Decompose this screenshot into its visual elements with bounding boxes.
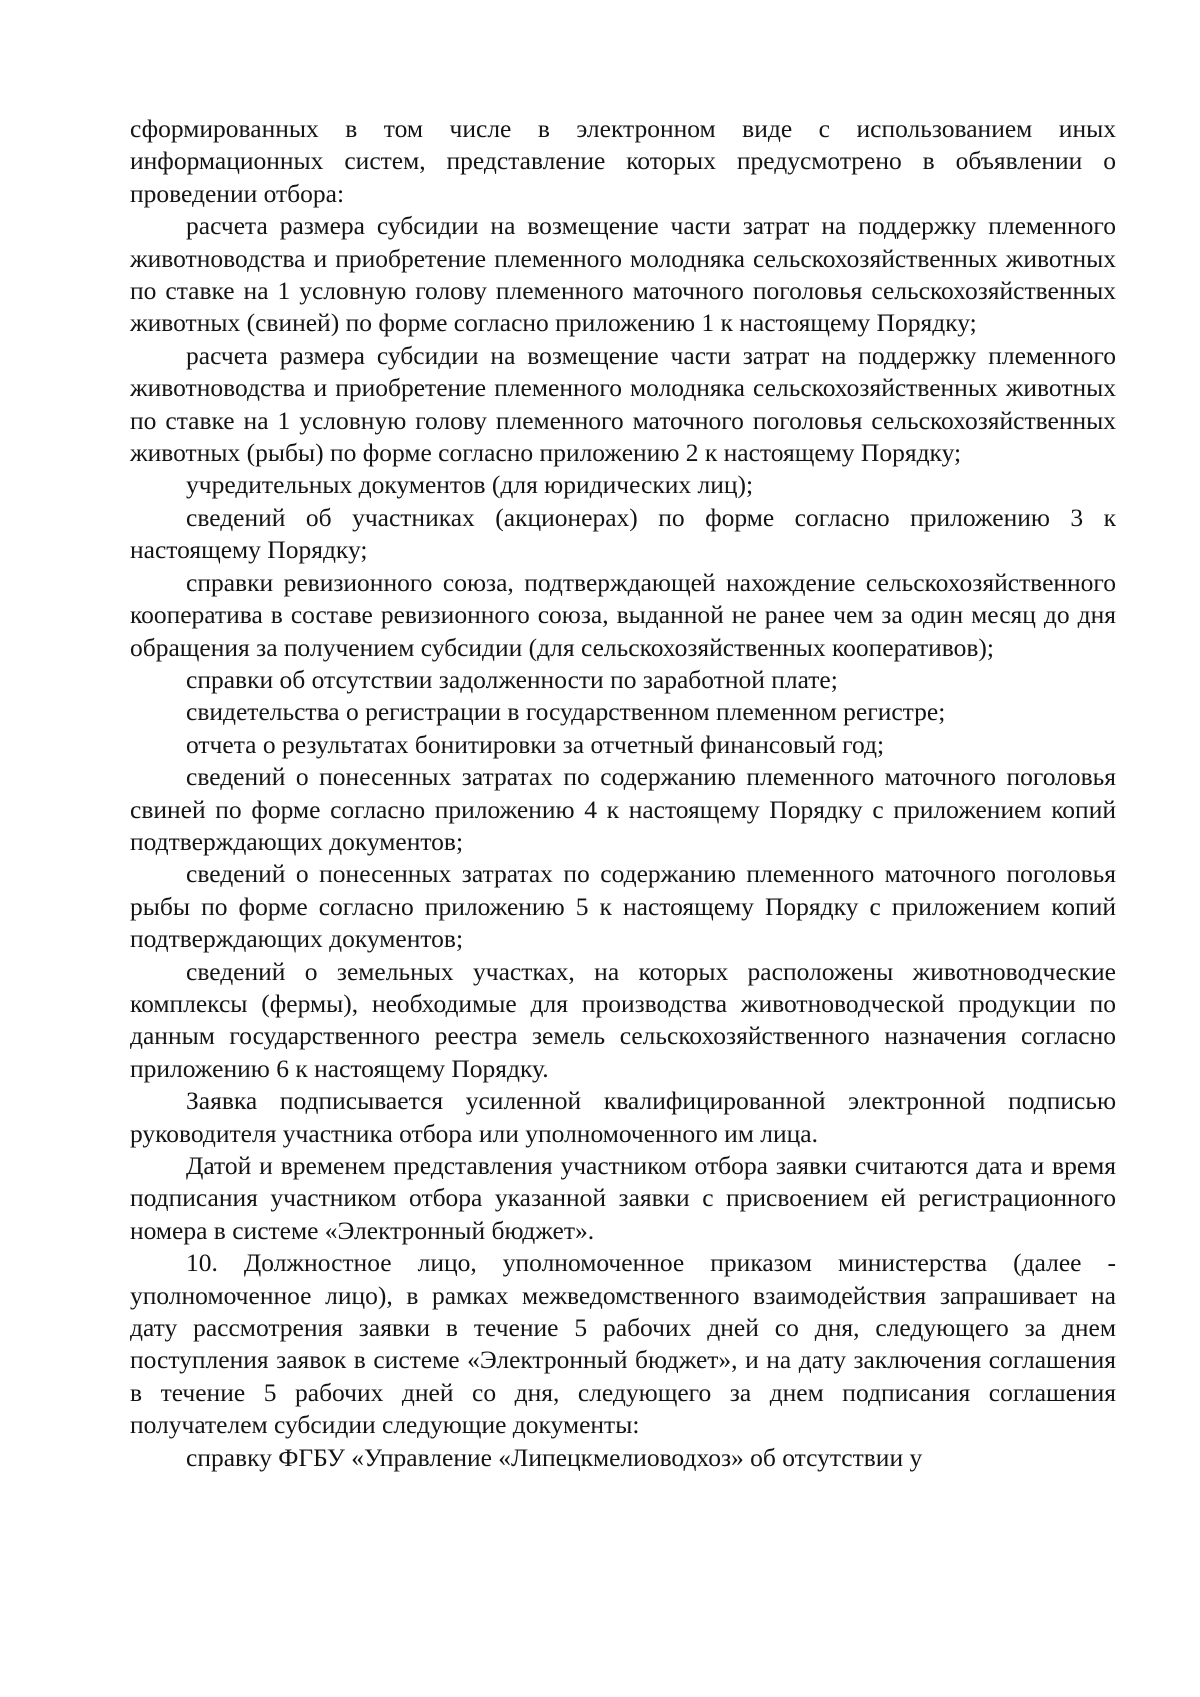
paragraph-item-fish-subsidy-calc: расчета размера субсидии на возмещение части затрат на поддержку племенного животноводства и приобретение племенного молодняка сельскохозяйственных животных по ставке на 1 условную голову племенного маточного поголовья сельскохозяйственных животных (рыбы) по форме согласно приложению 2 к настоящему Порядку; (130, 340, 1116, 468)
paragraph-item-pig-costs: сведений о понесенных затратах по содержанию племенного маточного поголовья свиней по форме согласно приложению 4 к настоящему Порядку с приложением копий подтверждающих документов; (130, 762, 1116, 856)
paragraph-item-shareholders: сведений об участниках (акционерах) по форме согласно приложению 3 к настоящему Порядку; (130, 502, 1116, 565)
paragraph-continuation: сформированных в том числе в электронном виде с использованием иных информационных систем, представление которых предусмотрено в объявлении о проведении отбора: (130, 114, 1116, 208)
paragraph-submission-date: Датой и временем представления участником отбора заявки считаются дата и время подписания участником отбора указанной заявки с присвоением ей регистрационного номера в системе «Электронный бюджет». (130, 1151, 1116, 1245)
paragraph-item-salary-debt: справки об отсутствии задолженности по заработной плате; (186, 664, 838, 694)
paragraph-item-founding-documents: учредительных документов (для юридических лиц); (186, 470, 754, 500)
paragraph-item-audit-union: справки ревизионного союза, подтверждающей нахождение сельскохозяйственного кооператива в составе ревизионного союза, выданной не ранее чем за один месяц до дня обращения за получением субсидии (для сельскохозяйственных кооперативов); (130, 567, 1116, 662)
paragraph-item-pig-subsidy-calc: расчета размера субсидии на возмещение части затрат на поддержку племенного животноводства и приобретение племенного молодняка сельскохозяйственных животных по ставке на 1 условную голову племенного маточного поголовья сельскохозяйственных животных (свиней) по форме согласно приложению 1 к настоящему Порядку; (130, 211, 1116, 338)
paragraph-item-breeding-register: свидетельства о регистрации в государственном племенном регистре; (186, 697, 946, 727)
paragraph-section-10: 10. Должностное лицо, уполномоченное приказом министерства (далее - уполномоченное лицо), в рамках межведомственного взаимодействия запрашивает на дату рассмотрения заявки в течение 5 рабочих дней со дня, следующего за днем поступления заявок в системе «Электронный бюджет», и на дату заключения соглашения в течение 5 рабочих дней со дня, следующего за днем подписания соглашения получателем субсидии следующие документы: (130, 1248, 1116, 1440)
paragraph-item-fish-costs: сведений о понесенных затратах по содержанию племенного маточного поголовья рыбы по форме согласно приложению 5 к настоящему Порядку с приложением копий подтверждающих документов; (130, 859, 1116, 954)
paragraph-item-melioration-certificate: справку ФГБУ «Управление «Липецкмелиоводхоз» об отсутствии у (186, 1442, 923, 1472)
document-body (130, 113, 1116, 1474)
paragraph-signature: Заявка подписывается усиленной квалифицированной электронной подписью руководителя участника отбора или уполномоченного им лица. (130, 1086, 1116, 1148)
paragraph-item-land-plots: сведений о земельных участках, на которых расположены животноводческие комплексы (фермы), необходимые для производства животноводческой продукции по данным государственного реестра земель сельскохозяйственного назначения согласно приложению 6 к настоящему Порядку. (130, 956, 1116, 1083)
paragraph-item-evaluation-report: отчета о результатах бонитировки за отчетный финансовый год; (186, 729, 885, 759)
